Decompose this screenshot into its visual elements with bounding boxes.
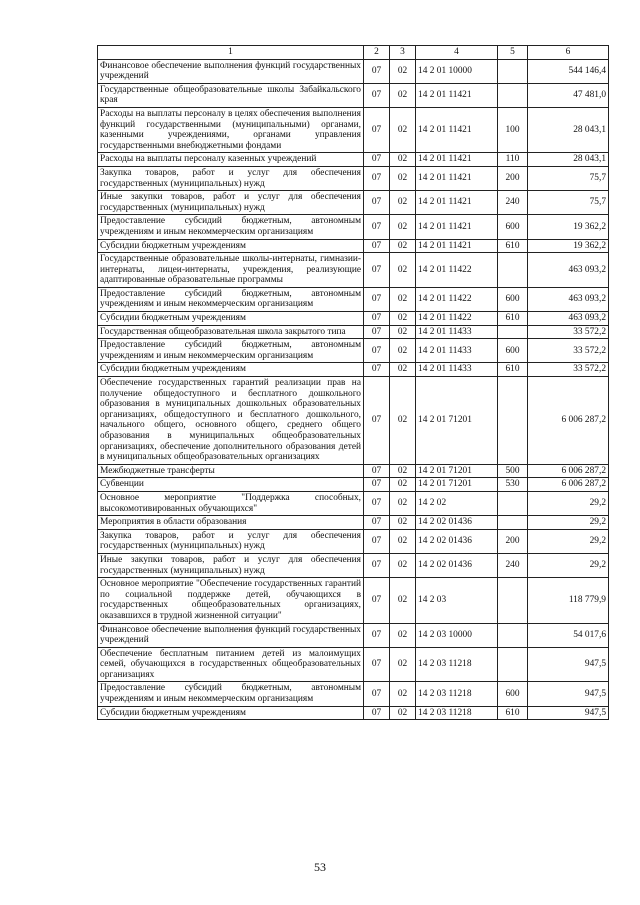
row-subsection-cell: 02 bbox=[390, 339, 416, 363]
row-expense-type-cell: 200 bbox=[498, 166, 528, 190]
row-expense-type-cell bbox=[498, 623, 528, 647]
row-name-cell: Иные закупки товаров, работ и услуг для обеспечения государственных (муниципальных) нужд bbox=[98, 553, 364, 577]
row-section-cell: 07 bbox=[364, 682, 390, 706]
row-code-cell: 14 2 02 bbox=[416, 491, 498, 515]
row-expense-type-cell: 610 bbox=[498, 706, 528, 720]
row-expense-type-cell: 600 bbox=[498, 682, 528, 706]
table-row bbox=[98, 578, 609, 623]
table-row bbox=[98, 682, 609, 706]
row-subsection-cell: 02 bbox=[390, 363, 416, 377]
row-expense-type-cell bbox=[498, 325, 528, 339]
row-code-cell: 14 2 01 11422 bbox=[416, 312, 498, 326]
row-name-cell: Мероприятия в области образования bbox=[98, 516, 364, 530]
row-subsection-cell: 02 bbox=[390, 623, 416, 647]
row-expense-type-cell bbox=[498, 516, 528, 530]
row-subsection-cell: 02 bbox=[390, 83, 416, 107]
row-name-cell: Субсидии бюджетным учреждениям bbox=[98, 706, 364, 720]
row-code-cell: 14 2 01 11433 bbox=[416, 325, 498, 339]
row-amount-cell: 947,5 bbox=[528, 647, 609, 682]
row-subsection-cell: 02 bbox=[390, 478, 416, 492]
row-subsection-cell: 02 bbox=[390, 464, 416, 478]
row-section-cell: 07 bbox=[364, 239, 390, 253]
row-code-cell: 14 2 03 10000 bbox=[416, 623, 498, 647]
table-row bbox=[98, 529, 609, 553]
row-amount-cell: 33 572,2 bbox=[528, 325, 609, 339]
row-expense-type-cell: 100 bbox=[498, 107, 528, 152]
row-amount-cell: 29,2 bbox=[528, 516, 609, 530]
row-amount-cell: 463 093,2 bbox=[528, 253, 609, 288]
row-expense-type-cell bbox=[498, 377, 528, 465]
row-code-cell: 14 2 01 71201 bbox=[416, 377, 498, 465]
row-section-cell: 07 bbox=[364, 478, 390, 492]
row-amount-cell: 947,5 bbox=[528, 682, 609, 706]
row-amount-cell: 6 006 287,2 bbox=[528, 464, 609, 478]
row-subsection-cell: 02 bbox=[390, 325, 416, 339]
row-code-cell: 14 2 01 11421 bbox=[416, 166, 498, 190]
header-col-3: 3 bbox=[390, 46, 416, 60]
row-expense-type-cell: 610 bbox=[498, 312, 528, 326]
table-row bbox=[98, 623, 609, 647]
row-expense-type-cell: 200 bbox=[498, 529, 528, 553]
row-code-cell: 14 2 01 11422 bbox=[416, 287, 498, 311]
row-amount-cell: 544 146,4 bbox=[528, 59, 609, 83]
row-amount-cell: 19 362,2 bbox=[528, 215, 609, 239]
table-row bbox=[98, 191, 609, 215]
row-amount-cell: 6 006 287,2 bbox=[528, 478, 609, 492]
row-section-cell: 07 bbox=[364, 339, 390, 363]
row-code-cell: 14 2 01 71201 bbox=[416, 464, 498, 478]
row-expense-type-cell: 610 bbox=[498, 363, 528, 377]
row-amount-cell: 19 362,2 bbox=[528, 239, 609, 253]
header-col-1: 1 bbox=[98, 46, 364, 60]
budget-table bbox=[97, 45, 609, 720]
row-name-cell: Обеспечение государственных гарантий реализации прав на получение общедоступного и бесплатного дошкольного образования в муниципальных дошкольных образовательных организациях, общедоступного и бесплатного дошкольного, начального общего, основного общего, среднего общего образования в муниципальных общеобразовательных организациях, обеспечение дополнительного образования детей в муниципальных общеобразовательных организациях bbox=[98, 377, 364, 465]
row-section-cell: 07 bbox=[364, 287, 390, 311]
header-col-2: 2 bbox=[364, 46, 390, 60]
row-subsection-cell: 02 bbox=[390, 166, 416, 190]
row-code-cell: 14 2 01 11421 bbox=[416, 191, 498, 215]
table-row bbox=[98, 83, 609, 107]
row-code-cell: 14 2 01 11421 bbox=[416, 83, 498, 107]
row-code-cell: 14 2 03 11218 bbox=[416, 682, 498, 706]
row-subsection-cell: 02 bbox=[390, 578, 416, 623]
row-expense-type-cell bbox=[498, 647, 528, 682]
row-section-cell: 07 bbox=[364, 215, 390, 239]
row-name-cell: Закупка товаров, работ и услуг для обеспечения государственных (муниципальных) нужд bbox=[98, 166, 364, 190]
row-name-cell: Основное мероприятие "Обеспечение государственных гарантий по социальной поддержке детей, обучающихся в государственных общеобразовательных организациях, оказавшихся в трудной жизненной ситуации" bbox=[98, 578, 364, 623]
row-code-cell: 14 2 01 11433 bbox=[416, 363, 498, 377]
table-row bbox=[98, 107, 609, 152]
row-subsection-cell: 02 bbox=[390, 529, 416, 553]
table-row bbox=[98, 516, 609, 530]
row-section-cell: 07 bbox=[364, 553, 390, 577]
row-code-cell: 14 2 03 bbox=[416, 578, 498, 623]
row-subsection-cell: 02 bbox=[390, 312, 416, 326]
row-code-cell: 14 2 01 11421 bbox=[416, 107, 498, 152]
row-amount-cell: 947,5 bbox=[528, 706, 609, 720]
row-name-cell: Основное мероприятие "Поддержка способных, высокомотивированных обучающихся" bbox=[98, 491, 364, 515]
row-amount-cell: 54 017,6 bbox=[528, 623, 609, 647]
row-section-cell: 07 bbox=[364, 153, 390, 167]
row-subsection-cell: 02 bbox=[390, 647, 416, 682]
row-subsection-cell: 02 bbox=[390, 153, 416, 167]
row-subsection-cell: 02 bbox=[390, 107, 416, 152]
row-section-cell: 07 bbox=[364, 312, 390, 326]
row-section-cell: 07 bbox=[364, 464, 390, 478]
row-section-cell: 07 bbox=[364, 363, 390, 377]
row-name-cell: Обеспечение бесплатным питанием детей из малоимущих семей, обучающихся в государственных общеобразовательных организациях bbox=[98, 647, 364, 682]
row-name-cell: Субсидии бюджетным учреждениям bbox=[98, 239, 364, 253]
row-code-cell: 14 2 01 11422 bbox=[416, 253, 498, 288]
row-expense-type-cell: 240 bbox=[498, 553, 528, 577]
row-section-cell: 07 bbox=[364, 191, 390, 215]
row-name-cell: Субсидии бюджетным учреждениям bbox=[98, 363, 364, 377]
row-name-cell: Финансовое обеспечение выполнения функций государственных учреждений bbox=[98, 623, 364, 647]
table-row bbox=[98, 464, 609, 478]
row-section-cell: 07 bbox=[364, 253, 390, 288]
row-subsection-cell: 02 bbox=[390, 287, 416, 311]
table-row bbox=[98, 153, 609, 167]
row-expense-type-cell: 600 bbox=[498, 339, 528, 363]
row-amount-cell: 33 572,2 bbox=[528, 363, 609, 377]
row-subsection-cell: 02 bbox=[390, 377, 416, 465]
table-row bbox=[98, 253, 609, 288]
row-subsection-cell: 02 bbox=[390, 59, 416, 83]
row-amount-cell: 28 043,1 bbox=[528, 107, 609, 152]
row-amount-cell: 29,2 bbox=[528, 529, 609, 553]
row-section-cell: 07 bbox=[364, 107, 390, 152]
row-code-cell: 14 2 02 01436 bbox=[416, 516, 498, 530]
table-row bbox=[98, 239, 609, 253]
table-row bbox=[98, 647, 609, 682]
row-amount-cell: 29,2 bbox=[528, 553, 609, 577]
row-name-cell: Финансовое обеспечение выполнения функций государственных учреждений bbox=[98, 59, 364, 83]
row-name-cell: Предоставление субсидий бюджетным, автономным учреждениям и иным некоммерческим организациям bbox=[98, 287, 364, 311]
table-body bbox=[98, 59, 609, 720]
row-amount-cell: 33 572,2 bbox=[528, 339, 609, 363]
row-code-cell: 14 2 01 10000 bbox=[416, 59, 498, 83]
row-subsection-cell: 02 bbox=[390, 191, 416, 215]
row-expense-type-cell bbox=[498, 59, 528, 83]
row-section-cell: 07 bbox=[364, 59, 390, 83]
row-amount-cell: 463 093,2 bbox=[528, 287, 609, 311]
row-name-cell: Закупка товаров, работ и услуг для обеспечения государственных (муниципальных) нужд bbox=[98, 529, 364, 553]
row-expense-type-cell: 610 bbox=[498, 239, 528, 253]
row-expense-type-cell: 500 bbox=[498, 464, 528, 478]
row-section-cell: 07 bbox=[364, 491, 390, 515]
row-code-cell: 14 2 02 01436 bbox=[416, 553, 498, 577]
row-amount-cell: 118 779,9 bbox=[528, 578, 609, 623]
row-amount-cell: 463 093,2 bbox=[528, 312, 609, 326]
row-code-cell: 14 2 01 11421 bbox=[416, 215, 498, 239]
header-col-5: 5 bbox=[498, 46, 528, 60]
row-section-cell: 07 bbox=[364, 647, 390, 682]
row-code-cell: 14 2 03 11218 bbox=[416, 706, 498, 720]
row-amount-cell: 75,7 bbox=[528, 191, 609, 215]
row-section-cell: 07 bbox=[364, 623, 390, 647]
row-subsection-cell: 02 bbox=[390, 682, 416, 706]
row-name-cell: Расходы на выплаты персоналу в целях обеспечения выполнения функций государственными (муниципальными) органами, казенными учреждениями, органами управления государственными внебюджетными фондами bbox=[98, 107, 364, 152]
table-row bbox=[98, 166, 609, 190]
row-subsection-cell: 02 bbox=[390, 516, 416, 530]
row-code-cell: 14 2 02 01436 bbox=[416, 529, 498, 553]
row-expense-type-cell: 240 bbox=[498, 191, 528, 215]
row-expense-type-cell: 600 bbox=[498, 215, 528, 239]
row-expense-type-cell: 530 bbox=[498, 478, 528, 492]
row-expense-type-cell bbox=[498, 253, 528, 288]
row-amount-cell: 28 043,1 bbox=[528, 153, 609, 167]
row-section-cell: 07 bbox=[364, 377, 390, 465]
row-section-cell: 07 bbox=[364, 325, 390, 339]
row-name-cell: Предоставление субсидий бюджетным, автономным учреждениям и иным некоммерческим организациям bbox=[98, 339, 364, 363]
row-code-cell: 14 2 01 71201 bbox=[416, 478, 498, 492]
table-row bbox=[98, 553, 609, 577]
row-name-cell: Субсидии бюджетным учреждениям bbox=[98, 312, 364, 326]
row-section-cell: 07 bbox=[364, 166, 390, 190]
row-amount-cell: 6 006 287,2 bbox=[528, 377, 609, 465]
table-row bbox=[98, 287, 609, 311]
row-expense-type-cell: 600 bbox=[498, 287, 528, 311]
table-row bbox=[98, 706, 609, 720]
row-name-cell: Межбюджетные трансферты bbox=[98, 464, 364, 478]
row-name-cell: Государственные общеобразовательные школы Забайкальского края bbox=[98, 83, 364, 107]
header-col-6: 6 bbox=[528, 46, 609, 60]
table-row bbox=[98, 363, 609, 377]
table-row bbox=[98, 312, 609, 326]
row-expense-type-cell bbox=[498, 83, 528, 107]
row-expense-type-cell bbox=[498, 578, 528, 623]
table-row bbox=[98, 491, 609, 515]
row-name-cell: Расходы на выплаты персоналу казенных учреждений bbox=[98, 153, 364, 167]
row-name-cell: Иные закупки товаров, работ и услуг для обеспечения государственных (муниципальных) нужд bbox=[98, 191, 364, 215]
row-name-cell: Субвенции bbox=[98, 478, 364, 492]
row-subsection-cell: 02 bbox=[390, 215, 416, 239]
row-subsection-cell: 02 bbox=[390, 253, 416, 288]
row-subsection-cell: 02 bbox=[390, 706, 416, 720]
row-code-cell: 14 2 01 11421 bbox=[416, 153, 498, 167]
header-col-4: 4 bbox=[416, 46, 498, 60]
row-subsection-cell: 02 bbox=[390, 239, 416, 253]
row-amount-cell: 47 481,0 bbox=[528, 83, 609, 107]
row-expense-type-cell bbox=[498, 491, 528, 515]
table-row bbox=[98, 478, 609, 492]
table-row bbox=[98, 59, 609, 83]
row-amount-cell: 75,7 bbox=[528, 166, 609, 190]
table-row bbox=[98, 377, 609, 465]
row-code-cell: 14 2 01 11421 bbox=[416, 239, 498, 253]
row-name-cell: Государственные образовательные школы-интернаты, гимназии-интернаты, лицеи-интернаты, учреждения, реализующие адаптированные образовательные программы bbox=[98, 253, 364, 288]
row-subsection-cell: 02 bbox=[390, 491, 416, 515]
page-number: 53 bbox=[314, 860, 326, 874]
row-section-cell: 07 bbox=[364, 529, 390, 553]
row-section-cell: 07 bbox=[364, 706, 390, 720]
row-expense-type-cell: 110 bbox=[498, 153, 528, 167]
table-row bbox=[98, 325, 609, 339]
row-name-cell: Предоставление субсидий бюджетным, автономным учреждениям и иным некоммерческим организациям bbox=[98, 215, 364, 239]
row-code-cell: 14 2 03 11218 bbox=[416, 647, 498, 682]
row-code-cell: 14 2 01 11433 bbox=[416, 339, 498, 363]
row-subsection-cell: 02 bbox=[390, 553, 416, 577]
row-section-cell: 07 bbox=[364, 83, 390, 107]
row-name-cell: Предоставление субсидий бюджетным, автономным учреждениям и иным некоммерческим организациям bbox=[98, 682, 364, 706]
table-row bbox=[98, 339, 609, 363]
row-section-cell: 07 bbox=[364, 578, 390, 623]
row-section-cell: 07 bbox=[364, 516, 390, 530]
row-name-cell: Государственная общеобразовательная школа закрытого типа bbox=[98, 325, 364, 339]
table-header-row bbox=[98, 46, 609, 60]
table-row bbox=[98, 215, 609, 239]
row-amount-cell: 29,2 bbox=[528, 491, 609, 515]
